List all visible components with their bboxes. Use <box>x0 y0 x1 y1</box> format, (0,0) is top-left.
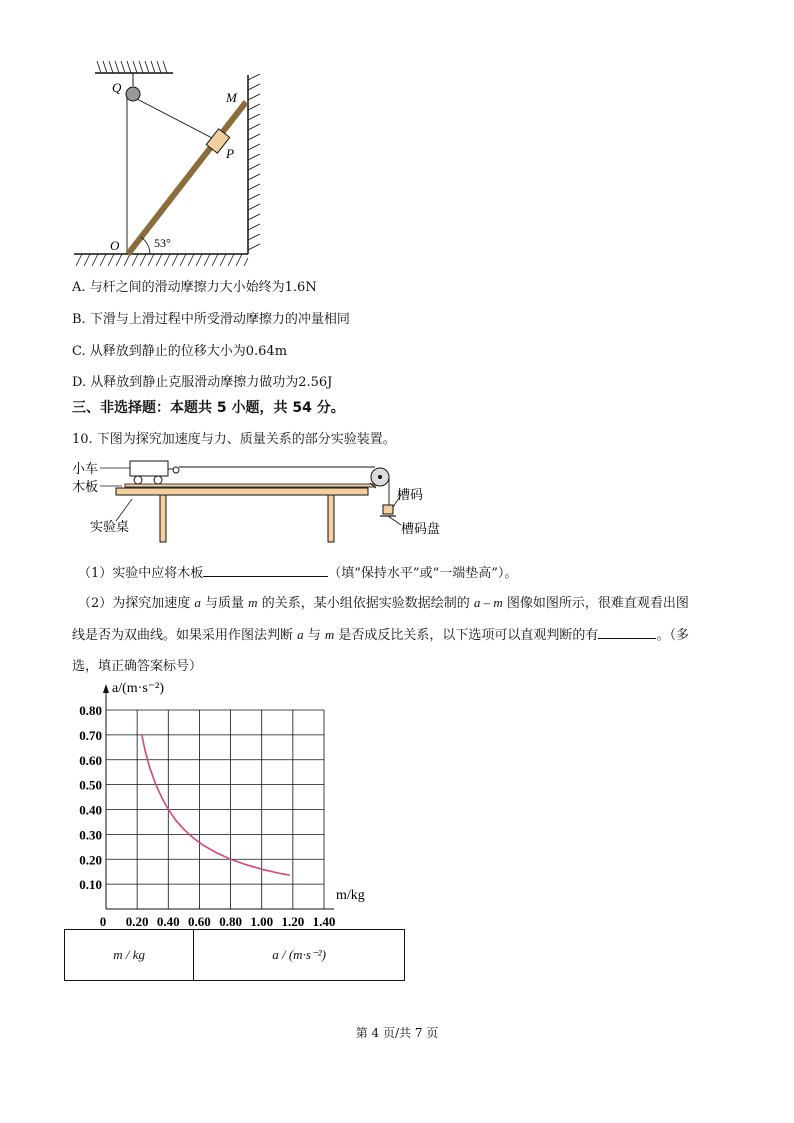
part-1-suffix: （填“保持水平”或“一端垫高”）。 <box>328 566 518 581</box>
page-footer: 第 4 页/共 7 页 <box>355 1026 439 1040</box>
table-header-a: a / (m·s⁻²) <box>194 930 405 981</box>
question-10-stem: 10. 下图为探究加速度与力、质量关系的部分实验装置。 <box>72 432 396 447</box>
cart <box>130 461 168 476</box>
option-d: D. 从释放到静止克服滑动摩擦力做功为2.56J <box>72 375 333 390</box>
x-tick-label: 0 <box>99 914 107 928</box>
pulley-icon <box>126 87 140 101</box>
rod-pulley-diagram <box>70 58 270 270</box>
data-table <box>64 929 405 981</box>
y-tick-label: 0.80 <box>79 703 102 718</box>
y-tick-label: 0.40 <box>79 802 102 818</box>
x-tick-label: 0.80 <box>219 914 242 928</box>
x-tick-label: 0.60 <box>188 914 211 928</box>
x-tick-label: 0.20 <box>125 914 149 928</box>
y-tick-label: 0.20 <box>79 852 102 868</box>
x-axis-label: m/kg <box>336 888 365 903</box>
label-angle: 53° <box>154 236 171 250</box>
label-o: O <box>110 238 120 253</box>
label-p: P <box>226 146 234 161</box>
part-1-prefix: （1）实验中应将木板 <box>78 566 204 581</box>
weight <box>383 505 393 514</box>
table-header-m: m / kg <box>65 930 194 981</box>
y-tick-label: 0.30 <box>79 827 102 843</box>
y-axis-label: a/(m·s⁻²) <box>112 681 165 696</box>
table-top <box>116 488 368 495</box>
y-tick-label: 0.70 <box>79 727 102 743</box>
y-axis-arrow-icon <box>103 684 109 693</box>
section-title: 三、非选择题：本题共 5 小题，共 54 分。 <box>72 400 345 416</box>
a-m-chart <box>64 678 384 928</box>
x-tick-label: 1.00 <box>250 914 274 928</box>
series-curve <box>142 735 290 875</box>
label-tray: 槽码盘 <box>401 522 441 537</box>
label-cart: 小车 <box>72 462 99 477</box>
label-q: Q <box>112 80 122 95</box>
label-table: 实验桌 <box>90 520 130 535</box>
x-tick-label: 1.40 <box>312 914 336 928</box>
x-tick-label: 1.20 <box>281 914 305 928</box>
answer-blank-1[interactable] <box>203 563 328 577</box>
option-b: B. 下滑与上滑过程中所受滑动摩擦力的冲量相同 <box>72 312 350 327</box>
answer-blank-2[interactable] <box>598 625 656 639</box>
apparatus-diagram <box>70 455 470 545</box>
y-tick-label: 0.10 <box>79 877 102 893</box>
label-weight: 槽码 <box>397 488 424 503</box>
part-1 <box>78 562 517 581</box>
y-tick-label: 0.60 <box>79 752 102 768</box>
label-m: M <box>226 90 237 105</box>
part-2: （2）为探究加速度 a 与质量 m 的关系，某小组依据实验数据绘制的 a – m 图像如图所示，很难直观看出图 线是否为双曲线。如果采用作图法判断 a 与 m 是否成反比关系，以下选项可以直观判断的有 。（多 选，填正确答案标号） <box>72 595 689 674</box>
y-tick-label: 0.50 <box>79 777 102 793</box>
x-tick-label: 0.40 <box>156 914 180 928</box>
label-board: 木板 <box>72 480 99 495</box>
option-c: C. 从释放到静止的位移大小为0.64m <box>72 344 288 359</box>
option-a: A. 与杆之间的滑动摩擦力大小始终为1.6N <box>72 280 317 295</box>
